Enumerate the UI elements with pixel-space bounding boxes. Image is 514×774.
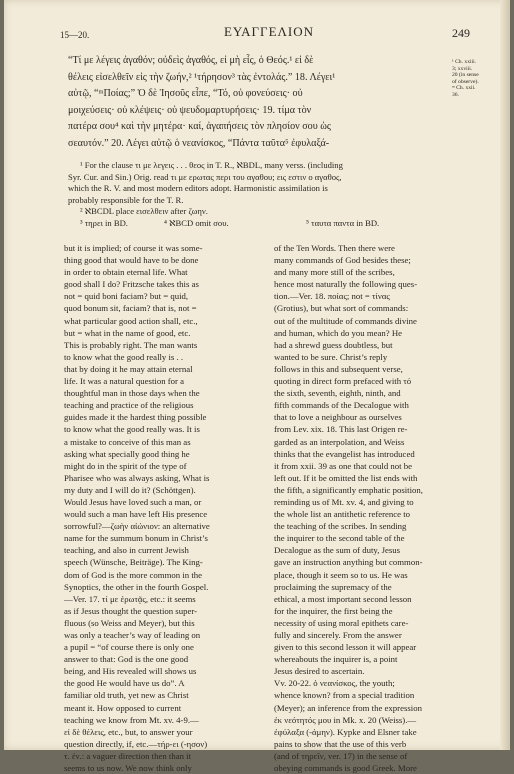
commentary-line: seems to us now. We now think only bbox=[64, 763, 192, 774]
verse-line: αὐτῷ, “ᵐΠοίας;” Ὁ δὲ Ἰησοῦς εἶπε, “Τό, οὐ φονεύσεις· οὐ bbox=[68, 88, 303, 99]
textual-footnotes bbox=[68, 160, 482, 230]
commentary-line: familiar old truth, yet new as Christ bbox=[64, 690, 189, 701]
commentary-line: place, though it seem so to us. He was bbox=[274, 569, 408, 580]
verse-line: πατέρα σου⁴ καὶ τὴν μητέρα· καί, ἀγαπήσεις τὸν πλησίον σου ὡς bbox=[68, 121, 331, 132]
footnote-row bbox=[68, 218, 482, 230]
footnote-line: ¹ For the clause τι με λεγεις . . . θεος in T. R., ℵBDL, many verss. (including bbox=[80, 160, 343, 170]
commentary-line: a pupil = “of course there is only one bbox=[64, 642, 194, 653]
commentary-line: thing good that would have to be done bbox=[64, 255, 199, 266]
commentary-line: ethical, a most important second lesson bbox=[274, 593, 412, 604]
commentary-line: answer to that: God is the one good bbox=[64, 654, 189, 665]
commentary-line: gave an instruction anything but common- bbox=[274, 557, 423, 568]
commentary-line: hence most naturally the following ques- bbox=[274, 279, 418, 290]
cross-reference: of observe). bbox=[452, 78, 479, 85]
commentary-line: Jesus desired to ascertain. bbox=[274, 666, 365, 677]
commentary-line: speech (Wünsche, Beiträge). The King- bbox=[64, 557, 203, 568]
commentary-line: teaching we know from Mt. xv. 4-9.— bbox=[64, 714, 199, 725]
verse-line: σεαυτόν.” 20. Λέγει αὐτῷ ὁ νεανίσκος, “Πάντα ταῦτα⁵ ἐφυλαξά- bbox=[68, 137, 330, 149]
commentary-line: that by doing it he may attain eternal bbox=[64, 363, 193, 374]
cross-reference: 20 (in sense bbox=[452, 72, 479, 79]
commentary-line: fluous (so Weiss and Meyer), but this bbox=[64, 617, 195, 628]
commentary-line: This is probably right. The man wants bbox=[64, 339, 198, 350]
commentary-line: it from xxii. 39 as one that could not be bbox=[274, 460, 413, 471]
commentary-line: the sixth, seventh, eighth, ninth, and bbox=[274, 388, 401, 399]
commentary-line: quoting in direct form prefaced with τό bbox=[274, 376, 412, 387]
commentary-line: τ. ἐν.: a vaguer direction then than it bbox=[64, 750, 192, 761]
commentary-line: teaching, and also in current Jewish bbox=[64, 545, 189, 556]
commentary-line: the whole list an antithetic reference to bbox=[274, 509, 411, 520]
commentary-line: reminding us of Mt. xv. 4, and giving to bbox=[274, 496, 414, 507]
commentary-line: would such a man have left His presence bbox=[64, 509, 208, 520]
commentary-right-column bbox=[274, 242, 480, 774]
cross-reference: ¹ Ch. xxiii. bbox=[452, 59, 477, 65]
commentary-line: but = what in the name of good, etc. bbox=[64, 327, 191, 338]
commentary-line: thinks that the evangelist has introduced bbox=[274, 448, 415, 459]
commentary-line: Synoptics, the other in the fourth Gospel. bbox=[64, 581, 209, 592]
commentary-line: being, and His revealed will shows us bbox=[64, 666, 197, 677]
commentary-line: for the inquirer, the first being the bbox=[274, 605, 393, 616]
book-page bbox=[4, 0, 510, 774]
margin-cross-references bbox=[452, 59, 488, 99]
commentary-line: was only a teacher’s way of leading on bbox=[64, 630, 201, 640]
commentary-line: many commands of God besides these; bbox=[274, 255, 411, 266]
cross-reference: 3; xxviii. bbox=[452, 65, 473, 72]
commentary-line: and human, which do you mean? He bbox=[274, 327, 403, 338]
commentary-line: in order to obtain eternal life. What bbox=[64, 267, 188, 278]
commentary-line: guides made it the hardest thing possible bbox=[64, 412, 207, 423]
commentary-line: wanted to be sure. Christ’s reply bbox=[274, 351, 388, 362]
commentary-line: whereabouts the inquirer is, a point bbox=[274, 654, 398, 665]
footnote-line: Syr. Cur. and Sin.) Orig. read τι με ερωτας περι του αγαθου; εις εστιν ο αγαθος, bbox=[68, 171, 342, 182]
commentary-line: Decalogue as the sum of duty, Jesus bbox=[274, 545, 401, 556]
commentary-line: the fifth, a significantly emphatic position, bbox=[274, 484, 423, 495]
commentary-line: to know what the good really is . . bbox=[64, 351, 184, 362]
commentary-line: might do in the spirit of the type of bbox=[64, 460, 187, 471]
commentary-line: a mistake to conceive of this man as bbox=[64, 436, 191, 447]
verse-range: 15—20. bbox=[60, 30, 90, 40]
commentary-line: thoughtful man in those days when the bbox=[64, 388, 200, 399]
verse-line: θέλεις εἰσελθεῖν εἰς τὴν ζωήν,² ¹τήρησον³ τὰς ἐντολάς.” 18. Λέγει¹ bbox=[68, 71, 336, 83]
verse-line: μοιχεύσεις· οὐ κλέψεις· οὐ ψευδομαρτυρήσεις· 19. τίμα τὸν bbox=[68, 104, 312, 116]
commentary-line: the inquirer to the second table of the bbox=[274, 533, 405, 544]
commentary-line: fifth commands of the Decalogue with bbox=[274, 400, 409, 411]
commentary-line: follows in this and subsequent verse, bbox=[274, 363, 403, 374]
commentary-line: meant it. How opposed to current bbox=[64, 702, 182, 713]
commentary-line: whence known? from a special tradition bbox=[274, 690, 415, 701]
cross-reference: ᵐ Ch. xxii. bbox=[452, 85, 476, 92]
commentary-line: ἐφύλαξα (-άμην). Kypke and Elsner take bbox=[274, 726, 417, 737]
commentary-line: dom of God is the more common in the bbox=[64, 569, 203, 580]
commentary-line: (and of τηρεῖν, ver. 17) in the sense of bbox=[274, 750, 408, 761]
commentary-line: question directly, if, etc.—τήρ-ει (-ησον) bbox=[64, 738, 208, 749]
commentary-line: tion.—Ver. 18. ποίας; not = τίνας bbox=[274, 291, 390, 302]
commentary-line: Pharisee who was always asking, What is bbox=[64, 472, 210, 483]
commentary-line: the good He would have us do”. A bbox=[64, 678, 185, 689]
commentary-line: of the Ten Words. Then there were bbox=[274, 243, 395, 253]
commentary-line: and many more still of the scribes, bbox=[274, 267, 395, 278]
commentary-line: —Ver. 17. τί με ἐρωτᾷς, etc.: it seems bbox=[64, 593, 196, 604]
footnote-3: ³ τηρει in BD. bbox=[80, 217, 128, 228]
commentary-line: good shall I do? Fritzsche takes this as bbox=[64, 279, 199, 290]
commentary-line: given to this second lesson it will appear bbox=[274, 642, 417, 653]
commentary-left-column bbox=[64, 242, 270, 774]
page-gutter-shadow bbox=[500, 0, 510, 750]
commentary-line: εἰ δὲ θέλεις, etc., but, to answer your bbox=[64, 726, 193, 737]
commentary-line: ἐκ νεότητός μου in Mk. x. 20 (Weiss).— bbox=[274, 714, 417, 725]
commentary-line: (Grotius), but what sort of commands: bbox=[274, 303, 409, 314]
commentary-line: life. It was a natural question for a bbox=[64, 376, 185, 387]
commentary-line: teaching and practice of the religious bbox=[64, 400, 194, 411]
commentary-line: sorrowful?—ζωὴν αἰώνιον: an alternative bbox=[64, 521, 210, 532]
footnote-line: which the R. V. and most modern editors adopt. Harmonistic assimilation is bbox=[68, 183, 328, 194]
cross-reference: 36. bbox=[452, 91, 459, 98]
page-number: 249 bbox=[452, 26, 470, 40]
verse-line: “Τί με λέγεις ἀγαθόν; οὐδεὶς ἀγαθός, εἰ μὴ εἷς, ὁ Θεός.¹ εἰ δὲ bbox=[68, 55, 314, 66]
footnote-4: ⁴ ℵBCD omit σου. bbox=[164, 217, 229, 228]
commentary-line: asking what specially good thing he bbox=[64, 448, 190, 459]
commentary-line: my duty and I will do it? (Schöttgen). bbox=[64, 484, 196, 495]
footnote-5: ⁵ ταυτα παντα in BD. bbox=[306, 217, 380, 228]
commentary-line: had a shrewd guess doubtless, but bbox=[274, 339, 393, 350]
commentary-line: not = quid boni faciam? but = quid, bbox=[64, 291, 189, 302]
commentary-line: what particular good action shall, etc., bbox=[64, 315, 198, 326]
footnote-2: ² ℵBCDL place εισελθειν after ζωην. bbox=[80, 206, 208, 217]
commentary-line: that to love a neighbour as ourselves bbox=[274, 412, 402, 423]
commentary-line: obeying commands is good Greek. More bbox=[274, 763, 417, 774]
commentary-line: fully and sincerely. From the answer bbox=[274, 630, 402, 640]
commentary-line: proclaiming the supremacy of the bbox=[274, 581, 392, 592]
running-title: ΕΥΑΓΓΕΛΙΟΝ bbox=[223, 24, 315, 39]
commentary-line: as if Jesus thought the question super- bbox=[64, 605, 198, 616]
commentary-line: but it is implied; of course it was some- bbox=[64, 243, 203, 253]
running-header bbox=[60, 24, 478, 44]
commentary-line: the teaching of the scribes. In sending bbox=[274, 521, 407, 532]
scripture-text bbox=[68, 53, 446, 152]
commentary-line: (Meyer); an inference from the expression bbox=[274, 702, 422, 713]
commentary-line: Vv. 20-22. ὁ νεανίσκος, the youth; bbox=[274, 678, 395, 689]
footnote-line: probably responsible for the T. R. bbox=[68, 194, 184, 205]
commentary-line: out of the multitude of commands divine bbox=[274, 315, 417, 326]
commentary-line: quod bonum sit, faciam? that is, not = bbox=[64, 303, 197, 314]
commentary-line: from Lev. xix. 18. This last Origen re- bbox=[274, 424, 408, 435]
commentary-line: pains to show that the use of this verb bbox=[274, 738, 407, 749]
commentary-line: necessity of using moral epithets care- bbox=[274, 617, 409, 628]
commentary-line: left out. If it be omitted the list ends with bbox=[274, 472, 418, 483]
commentary-line: Would Jesus have loved such a man, or bbox=[64, 496, 202, 507]
commentary-line: name for the summum bonum in Christ’s bbox=[64, 533, 208, 544]
commentary-line: garded as an interpolation, and Weiss bbox=[274, 436, 405, 447]
commentary-line: to know what the good really was. It is bbox=[64, 424, 200, 435]
